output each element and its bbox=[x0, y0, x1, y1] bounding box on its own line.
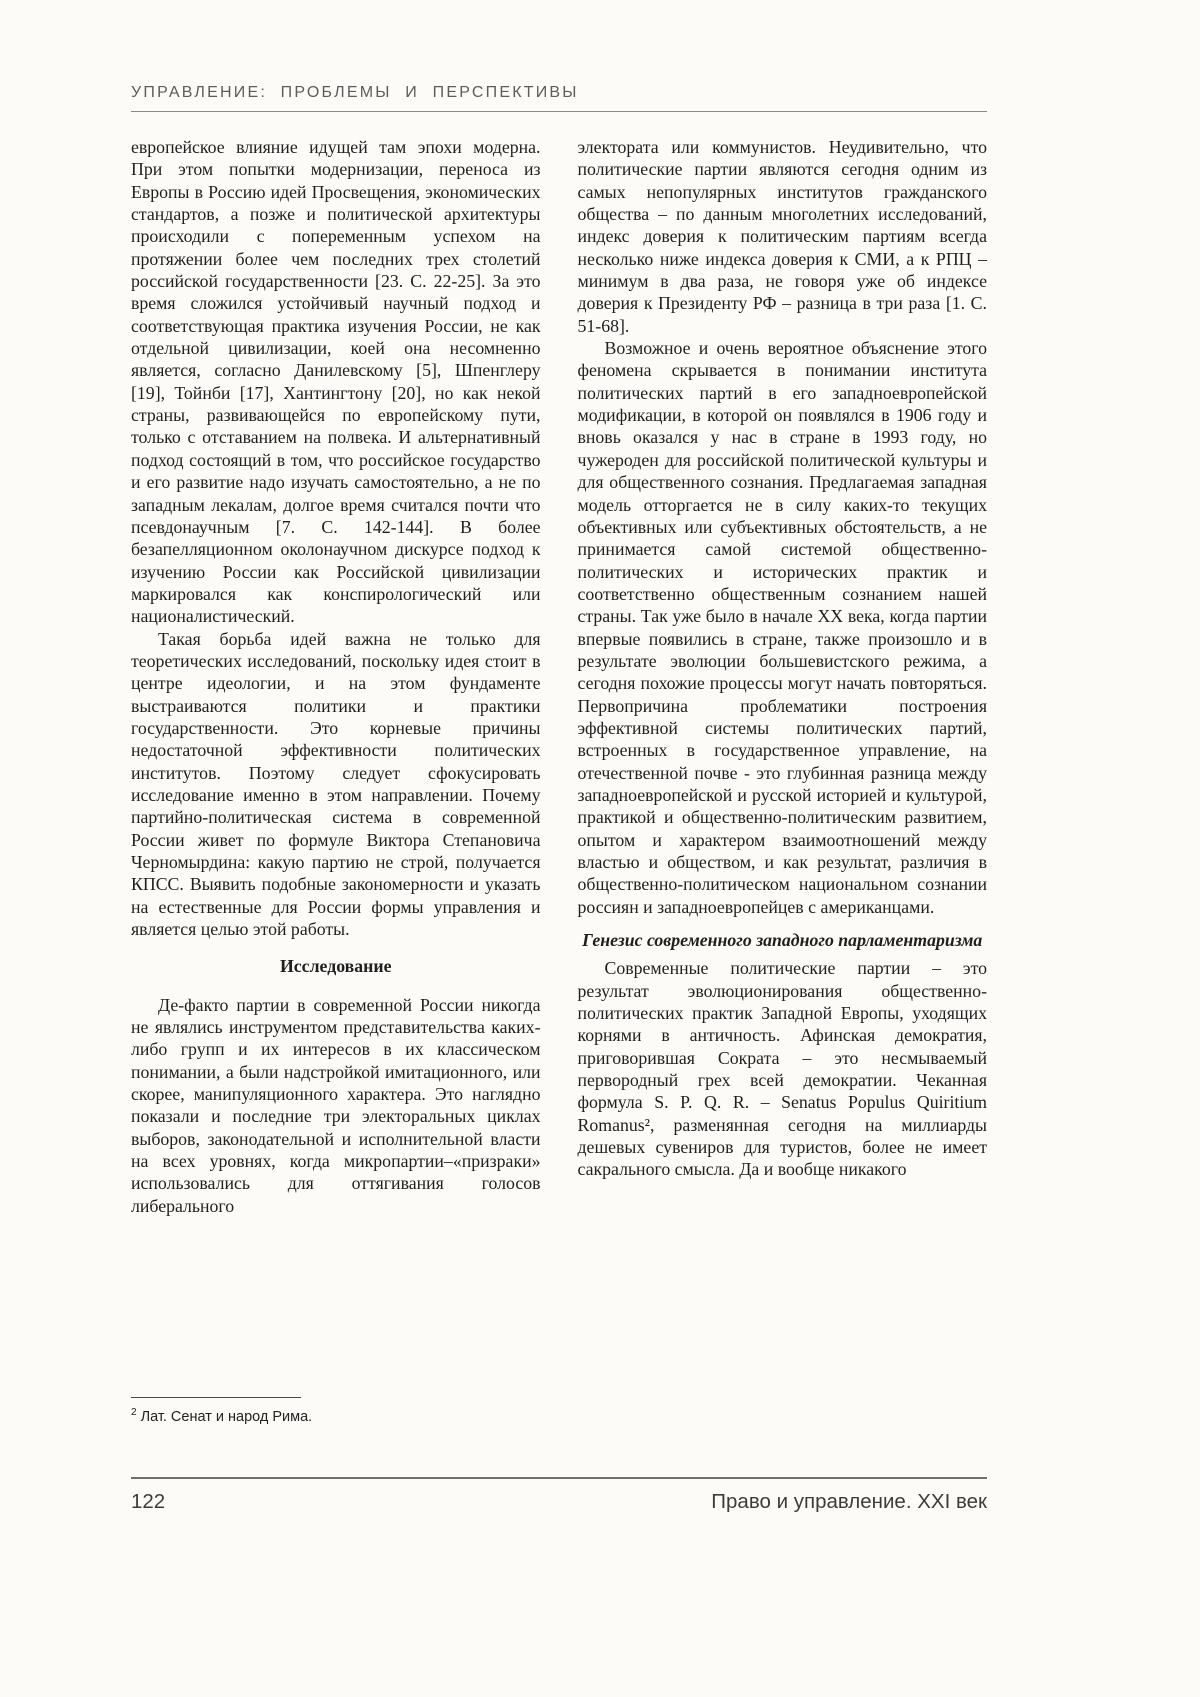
paragraph: Такая борьба идей важна не только для теоретических исследований, поскольку идея стоит в центре идеологии, и на этом фундаменте выстраиваются политики и практики государственности. Это корневые причины недостаточной эффективности политических институтов. Поэтому следует сфокусировать исследование именно в этом направлении. Почему партийно-политическая система в современной России живет по формуле Виктора Степановича Черномырдина: какую партию не строй, получается КПСС. Выявить подобные закономерности и указать на естественные для России формы управления и является целью этой работы. bbox=[131, 628, 541, 940]
footnote-marker: 2 bbox=[131, 1407, 137, 1418]
footnote-rule bbox=[131, 1397, 301, 1398]
running-header bbox=[131, 84, 987, 112]
running-header-title: УПРАВЛЕНИЕ: ПРОБЛЕМЫ И ПЕРСПЕКТИВЫ bbox=[131, 84, 579, 101]
paragraph: Де-факто партии в современной России никогда не являлись инструментом представительства каких-либо групп и их интересов в их классическом понимании, а были надстройкой имитационного, или скорее, манипуляционного характера. Это наглядно показали и последние три электоральных циклах выборов, законодательной и исполнительной власти на всех уровнях, когда микропартии–«призраки» использовались для оттягивания голосов либерального bbox=[131, 994, 541, 1216]
paragraph: Современные политические партии – это результат эволюционирования общественно-политических практик Западной Европы, уходящих корнями в античность. Афинская демократия, приговорившая Сократа – это несмываемый первородный грех всей демократии. Чеканная формула S. P. Q. R. – Senatus Populus Quiritium Romanus², разменянная сегодня на миллиарды дешевых сувениров для туристов, более не имеет сакрального смысла. Да и вообще никакого bbox=[577, 958, 987, 1180]
right-column bbox=[578, 136, 988, 1217]
page-footer bbox=[131, 1477, 987, 1514]
paragraph-continuation: европейское влияние идущей там эпохи модерна. При этом попытки модернизации, переноса из Европы в Россию идей Просвещения, экономических стандартов, а позже и политической архитектуры происходили с попеременным успехом на протяжении более чем последних трех столетий российской государственности [23. С. 22-25]. За это время сложился устойчивый научный подход и соответствующая практика изучения России, не как отдельной цивилизации, коей она несомненно является, согласно Данилевскому [5], Шпенглеру [19], Тойнби [17], Хантингтону [20], но как некой страны, развивающейся по европейскому пути, только с отставанием на полвека. И альтернативный подход состоящий в том, что российское государство и его развитие надо изучать самостоятельно, а не по западным лекалам, долгое время считался почти что псевдонаучным [7. С. 142-144]. В более безапелляционном околонаучном дискурсе подход к изучению России как Российской цивилизации маркировался как конспирологический или националистический. bbox=[131, 137, 541, 627]
paragraph-continuation: электората или коммунистов. Неудивительно, что политические партии являются сегодня одним из самых непопулярных институтов гражданского общества – по данным многолетних исследований, индекс доверия к политическим партиям всегда несколько ниже индекса доверия к СМИ, а к РПЦ – минимум в два раза, не говоря уже об индексе доверия к Президенту РФ – разница в три раза [1. С. 51-68]. bbox=[577, 137, 987, 336]
header-rule bbox=[131, 111, 987, 112]
section-heading-issledovanie: Исследование bbox=[279, 956, 392, 977]
page-number: 122 bbox=[131, 1490, 166, 1513]
footnote bbox=[131, 1407, 312, 1425]
journal-title: Право и управление. XXI век bbox=[711, 1490, 987, 1513]
paragraph: Возможное и очень вероятное объяснение этого феномена скрывается в понимании института политических партий в его западноевропейской модификации, в которой он появлялся в 1906 году и вновь оказался у нас в стране в 1993 году, но чужероден для российской политической культуры и для общественного сознания. Предлагаемая западная модель отторгается не в силу каких-то текущих объективных или субъективных обстоятельств, а не принимается самой системой общественно-политических и исторических практик и соответственно общественным сознанием нашей страны. Так уже было в начале XX века, когда партии впервые появились в стране, также произошло и в результате эволюции большевистского режима, а сегодня похожие процессы могут начать повторяться. Первопричина проблематики построения эффективной системы политических партий, встроенных в государственное управление, на отечественной почве - это глубинная разница между западноевропейской и русской историей и культурой, практикой и общественно-политическим развитием, опытом и характером взаимоотношений между властью и обществом, и как результат, различия в общественно-политическом национальном сознании россиян и западноевропейцев с американцами. bbox=[577, 338, 987, 917]
footer-rule bbox=[131, 1477, 987, 1479]
footnote-text: Лат. Сенат и народ Рима. bbox=[140, 1408, 313, 1425]
footnote-area bbox=[131, 1397, 312, 1425]
left-column bbox=[131, 136, 541, 1217]
subsection-heading-genezis: Генезис современного западного парламентаризма bbox=[582, 930, 983, 951]
article-body bbox=[131, 136, 987, 1217]
